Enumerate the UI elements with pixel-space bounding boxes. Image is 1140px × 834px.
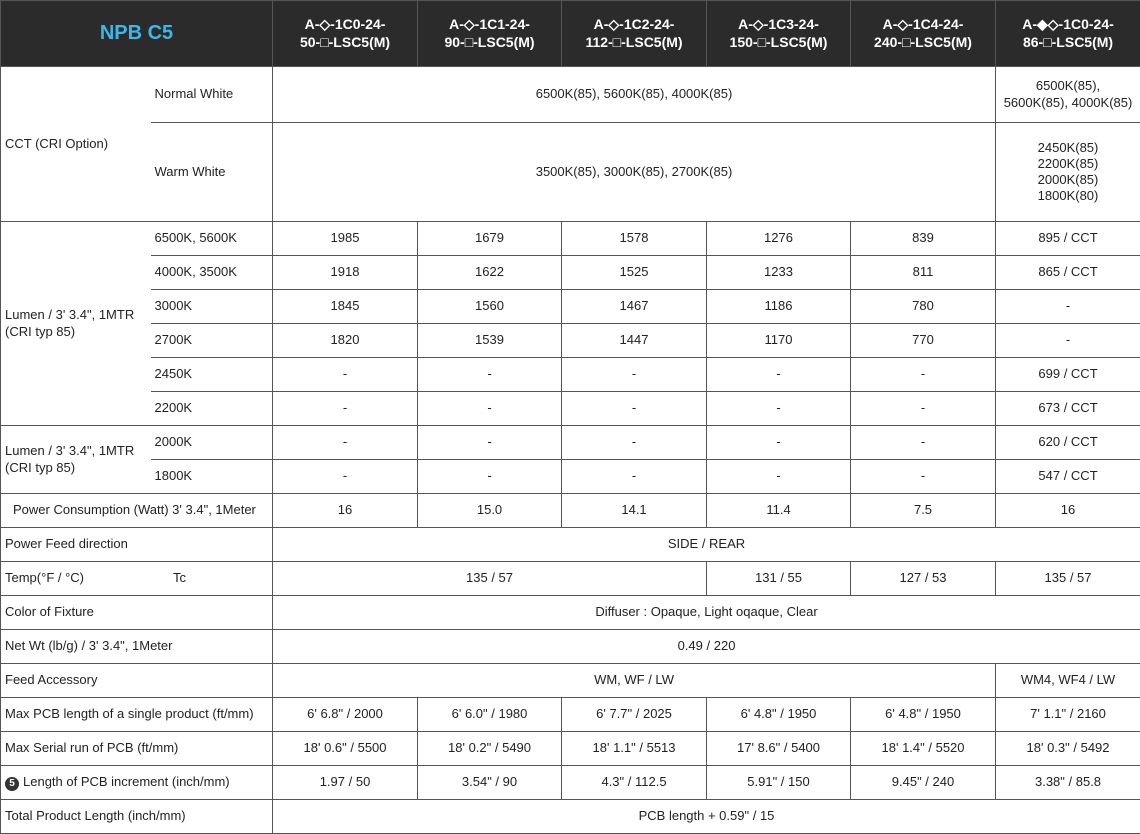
table-cell: 3.54" / 90 — [418, 766, 562, 800]
table-row — [1, 766, 1140, 800]
table-cell: - — [273, 426, 418, 460]
table-row — [1, 426, 1140, 460]
header-row — [1, 1, 1140, 67]
table-cell: WM, WF / LW — [273, 664, 996, 698]
row-sublabel: 6500K, 5600K — [151, 222, 273, 256]
table-cell: 7.5 — [851, 494, 996, 528]
row-label-cct: CCT (CRI Option) — [1, 67, 151, 222]
table-row — [1, 562, 1140, 596]
table-cell: 1447 — [562, 324, 707, 358]
table-cell: 6500K(85), 5600K(85), 4000K(85) — [996, 67, 1140, 123]
row-sublabel: 2200K — [151, 392, 273, 426]
table-row — [1, 528, 1140, 562]
table-cell: 18' 0.6" / 5500 — [273, 732, 418, 766]
row-label-color: Color of Fixture — [1, 596, 273, 630]
table-cell: 1276 — [707, 222, 851, 256]
table-cell: 699 / CCT — [996, 358, 1140, 392]
table-cell: 1622 — [418, 256, 562, 290]
row-sublabel: 2450K — [151, 358, 273, 392]
product-title: NPB C5 — [1, 1, 273, 67]
table-cell: 1233 — [707, 256, 851, 290]
table-cell: 1578 — [562, 222, 707, 256]
row-label-total: Total Product Length (inch/mm) — [1, 800, 273, 834]
table-cell: 131 / 55 — [707, 562, 851, 596]
table-cell: - — [418, 460, 562, 494]
table-cell: 1845 — [273, 290, 418, 324]
table-row — [1, 494, 1140, 528]
row-label-accessory: Feed Accessory — [1, 664, 273, 698]
table-cell: - — [418, 426, 562, 460]
table-cell: 547 / CCT — [996, 460, 1140, 494]
table-row — [1, 222, 1140, 256]
table-cell: 3.38" / 85.8 — [996, 766, 1140, 800]
table-cell: 16 — [273, 494, 418, 528]
row-sublabel: 2000K — [151, 426, 273, 460]
row-label-temp — [1, 562, 273, 596]
table-cell: SIDE / REAR — [273, 528, 1140, 562]
table-cell: 4.3" / 112.5 — [562, 766, 707, 800]
table-cell: 780 — [851, 290, 996, 324]
table-cell: - — [707, 392, 851, 426]
table-cell: 6' 4.8" / 1950 — [707, 698, 851, 732]
table-cell: - — [707, 460, 851, 494]
table-cell: 1560 — [418, 290, 562, 324]
number-five-icon: 5 — [5, 777, 19, 791]
table-cell: 11.4 — [707, 494, 851, 528]
table-row — [1, 664, 1140, 698]
row-sublabel: 4000K, 3500K — [151, 256, 273, 290]
table-cell: 16 — [996, 494, 1140, 528]
table-cell: 7' 1.1" / 2160 — [996, 698, 1140, 732]
row-sublabel: Normal White — [151, 67, 273, 123]
table-cell: 1467 — [562, 290, 707, 324]
table-cell: - — [418, 392, 562, 426]
row-sublabel: 1800K — [151, 460, 273, 494]
table-cell: 6' 7.7" / 2025 — [562, 698, 707, 732]
table-cell: - — [418, 358, 562, 392]
table-cell: - — [273, 460, 418, 494]
table-cell: 865 / CCT — [996, 256, 1140, 290]
table-row — [1, 67, 1140, 123]
table-cell: - — [273, 392, 418, 426]
row-label-power: Power Consumption (Watt) 3' 3.4", 1Meter — [1, 494, 273, 528]
table-row — [1, 698, 1140, 732]
table-cell: 18' 1.1" / 5513 — [562, 732, 707, 766]
table-cell: WM4, WF4 / LW — [996, 664, 1140, 698]
table-row — [1, 290, 1140, 324]
column-header: A-◇-1C3-24- 150-□-LSC5(M) — [707, 1, 851, 67]
table-cell: 135 / 57 — [996, 562, 1140, 596]
table-cell: 895 / CCT — [996, 222, 1140, 256]
table-cell: - — [707, 426, 851, 460]
table-cell: 1679 — [418, 222, 562, 256]
table-cell: - — [851, 460, 996, 494]
table-row — [1, 460, 1140, 494]
table-cell: 14.1 — [562, 494, 707, 528]
table-cell: 673 / CCT — [996, 392, 1140, 426]
column-header: A-◇-1C0-24- 50-□-LSC5(M) — [273, 1, 418, 67]
column-header: A-◇-1C2-24- 112-□-LSC5(M) — [562, 1, 707, 67]
table-cell: 18' 0.3" / 5492 — [996, 732, 1140, 766]
table-row — [1, 630, 1140, 664]
table-cell: 5.91" / 150 — [707, 766, 851, 800]
table-cell: - — [851, 392, 996, 426]
table-cell: 18' 1.4" / 5520 — [851, 732, 996, 766]
row-label-feed-direction: Power Feed direction — [1, 528, 273, 562]
table-cell: 1820 — [273, 324, 418, 358]
table-row — [1, 123, 1140, 222]
table-cell: 17' 8.6" / 5400 — [707, 732, 851, 766]
table-cell: 811 — [851, 256, 996, 290]
table-cell: - — [851, 358, 996, 392]
row-sublabel: 3000K — [151, 290, 273, 324]
table-cell: - — [707, 358, 851, 392]
column-header: A-◆◇-1C0-24- 86-□-LSC5(M) — [996, 1, 1140, 67]
column-header: A-◇-1C1-24- 90-□-LSC5(M) — [418, 1, 562, 67]
row-label-lumen: Lumen / 3' 3.4", 1MTR (CRI typ 85) — [1, 222, 151, 426]
row-label-lumen: Lumen / 3' 3.4", 1MTR (CRI typ 85) — [1, 426, 151, 494]
table-cell: - — [851, 426, 996, 460]
table-cell: - — [273, 358, 418, 392]
table-cell: - — [562, 460, 707, 494]
table-cell: 18' 0.2" / 5490 — [418, 732, 562, 766]
table-row — [1, 358, 1140, 392]
row-label-increment — [1, 766, 273, 800]
table-cell: - — [562, 358, 707, 392]
table-row — [1, 800, 1140, 834]
table-cell: - — [996, 290, 1140, 324]
table-cell: 1186 — [707, 290, 851, 324]
table-row — [1, 392, 1140, 426]
table-cell: 2450K(85) 2200K(85) 2000K(85) 1800K(80) — [996, 123, 1140, 222]
row-label-weight: Net Wt (lb/g) / 3' 3.4", 1Meter — [1, 630, 273, 664]
table-cell: 1918 — [273, 256, 418, 290]
row-label-max-serial: Max Serial run of PCB (ft/mm) — [1, 732, 273, 766]
table-cell: 770 — [851, 324, 996, 358]
table-cell: 127 / 53 — [851, 562, 996, 596]
temp-label: Temp(°F / °C) — [5, 570, 84, 585]
table-cell: PCB length + 0.59" / 15 — [273, 800, 1140, 834]
table-cell: 620 / CCT — [996, 426, 1140, 460]
table-row — [1, 324, 1140, 358]
column-header: A-◇-1C4-24- 240-□-LSC5(M) — [851, 1, 996, 67]
table-cell: 9.45" / 240 — [851, 766, 996, 800]
row-label-max-pcb: Max PCB length of a single product (ft/mm) — [1, 698, 273, 732]
table-cell: 1539 — [418, 324, 562, 358]
table-cell: 6' 4.8" / 1950 — [851, 698, 996, 732]
row-sublabel: Warm White — [151, 123, 273, 222]
temp-sublabel: Tc — [173, 570, 186, 586]
table-cell: 0.49 / 220 — [273, 630, 1140, 664]
increment-label: Length of PCB increment (inch/mm) — [23, 774, 230, 789]
table-cell: - — [996, 324, 1140, 358]
table-cell: 15.0 — [418, 494, 562, 528]
table-cell: 1170 — [707, 324, 851, 358]
table-cell: 1985 — [273, 222, 418, 256]
table-cell: 135 / 57 — [273, 562, 707, 596]
table-cell: Diffuser : Opaque, Light oqaque, Clear — [273, 596, 1140, 630]
table-cell: - — [562, 426, 707, 460]
table-row — [1, 256, 1140, 290]
table-cell: 1.97 / 50 — [273, 766, 418, 800]
table-cell: - — [562, 392, 707, 426]
table-cell: 3500K(85), 3000K(85), 2700K(85) — [273, 123, 996, 222]
table-cell: 6500K(85), 5600K(85), 4000K(85) — [273, 67, 996, 123]
table-cell: 839 — [851, 222, 996, 256]
table-row — [1, 732, 1140, 766]
table-row — [1, 596, 1140, 630]
table-cell: 6' 6.0" / 1980 — [418, 698, 562, 732]
table-cell: 1525 — [562, 256, 707, 290]
row-sublabel: 2700K — [151, 324, 273, 358]
table-cell: 6' 6.8" / 2000 — [273, 698, 418, 732]
